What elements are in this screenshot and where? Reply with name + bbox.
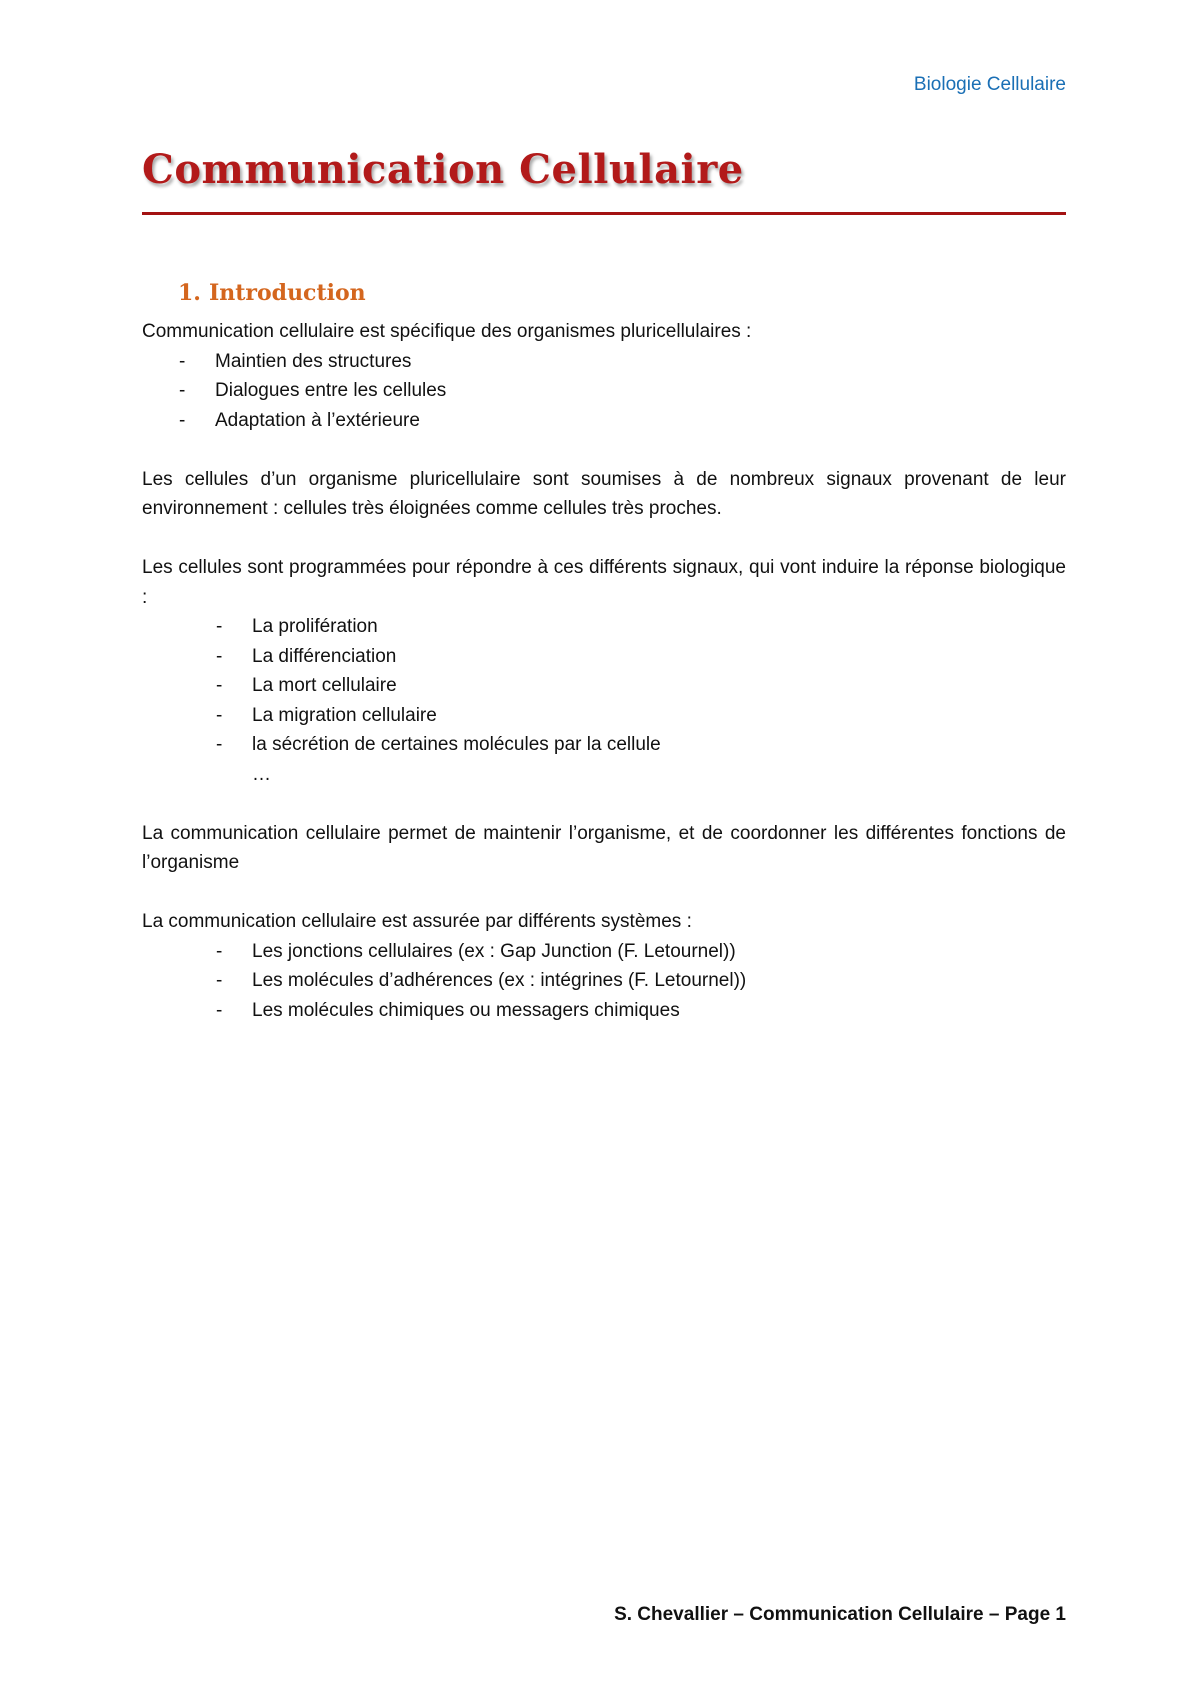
list-item [142,642,1066,672]
dash-bullet: - [216,704,223,726]
list-item [142,937,1066,967]
list-item [142,996,1066,1026]
section-number: 1. [178,280,201,306]
intro-paragraph: Communication cellulaire est spécifique des organismes pluricellulaires : [142,321,752,342]
list-item-text: La prolifération [252,616,378,637]
list-item-text: la sécrétion de certaines molécules par la cellule [252,734,661,755]
dash-bullet: - [216,616,223,637]
dash-bullet: - [216,999,223,1021]
dash-bullet: - [179,409,186,431]
list-item-text: Les molécules chimiques ou messagers chimiques [252,999,680,1021]
dash-bullet: - [216,645,223,667]
list-item-text: Maintien des structures [215,350,412,372]
list-ellipsis: … [252,763,271,785]
list-item [142,701,1066,731]
document-body [142,277,1066,1025]
list-item-text: La migration cellulaire [252,704,437,726]
response-list [142,612,1066,760]
page-footer: S. Chevallier – Communication Cellulaire – Page 1 [614,1604,1066,1625]
dash-bullet: - [179,350,186,372]
section-heading [178,277,1066,309]
list-item [142,966,1066,996]
list-item-text: La différenciation [252,645,397,667]
list-item [142,347,1066,377]
list-item [142,612,1066,642]
dash-bullet: - [216,970,223,991]
list-item-text: Les molécules d’adhérences (ex : intégrines (F. Letournel)) [252,970,747,991]
document-title: Communication Cellulaire [142,146,744,193]
list-item-text: Dialogues entre les cellules [215,380,447,401]
running-header: Biologie Cellulaire [913,74,1066,95]
signals-paragraph: Les cellules d’un organisme pluricellulaire sont soumises à de nombreux signaux provenant de leur environnement : cellules très éloignées comme cellules très proches. [142,468,1066,519]
title-underline [142,212,1066,215]
dash-bullet: - [179,380,186,401]
section-title: Introduction [208,280,366,306]
systems-list [142,937,1066,1026]
intro-list [142,347,1066,436]
list-item [142,376,1066,406]
list-item [142,730,1066,760]
dash-bullet: - [216,940,223,962]
dash-bullet: - [216,675,223,696]
maintain-paragraph: La communication cellulaire permet de maintenir l’organisme, et de coordonner les différentes fonctions de l’organisme [142,822,1066,873]
dash-bullet: - [216,734,223,755]
list-item [142,406,1066,436]
list-item-text: Les jonctions cellulaires (ex : Gap Junction (F. Letournel)) [252,940,736,962]
list-item-text: Adaptation à l’extérieure [215,409,420,431]
list-item-text: La mort cellulaire [252,675,397,696]
programmed-paragraph: Les cellules sont programmées pour répondre à ces différents signaux, qui vont induire la réponse biologique : [142,557,1066,608]
list-item [142,671,1066,701]
systems-paragraph: La communication cellulaire est assurée par différents systèmes : [142,911,692,932]
